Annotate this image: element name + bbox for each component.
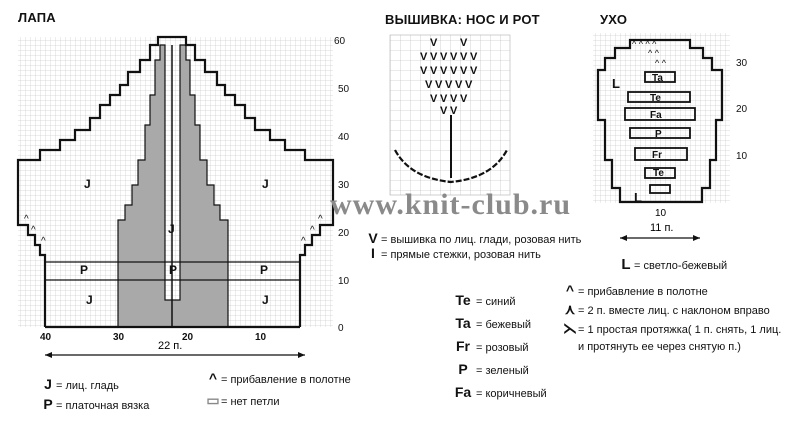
paw-x-tick: 40: [40, 332, 52, 343]
ear-corner-label: L: [634, 190, 642, 205]
svg-text:V: V: [430, 65, 438, 77]
svg-text:V: V: [455, 79, 463, 91]
svg-text:V: V: [465, 79, 473, 91]
paw-x-axis: [40, 332, 267, 343]
svg-text:10: 10: [736, 151, 748, 162]
svg-text:^: ^: [31, 225, 36, 236]
paw-label-p: P: [260, 263, 269, 277]
svg-text:V: V: [420, 65, 428, 77]
legend-item: ⋋= 1 простая протяжка( 1 п. снять, 1 лиц.: [563, 320, 782, 336]
ear-stripe-label: Te: [653, 168, 664, 179]
svg-text:^ ^: ^ ^: [648, 48, 659, 58]
paw-y-tick: 40: [338, 132, 350, 143]
paw-y-axis: [334, 36, 350, 334]
svg-text:V: V: [440, 93, 448, 105]
legend-item: ^ = прибавление в полотне: [565, 282, 708, 298]
ear-title: УХО: [600, 12, 628, 27]
ear-stripe-label: Ta: [652, 73, 663, 84]
paw-y-tick: 10: [338, 276, 350, 287]
ear-y-axis: [736, 58, 748, 162]
svg-text:^ ^ ^ ^: ^ ^ ^ ^: [632, 39, 657, 49]
svg-text:V: V: [470, 65, 478, 77]
legend-item: Te = синий: [455, 292, 516, 308]
svg-text:V: V: [460, 51, 468, 63]
paw-y-tick: 50: [338, 84, 350, 95]
svg-text:V: V: [430, 93, 438, 105]
ear-width-label: 11 п.: [650, 222, 674, 234]
paw-x-tick: 10: [255, 332, 267, 343]
ear-stripe-label: Fr: [652, 150, 662, 161]
svg-text:V: V: [430, 37, 438, 49]
svg-text:V: V: [450, 65, 458, 77]
svg-text:V: V: [430, 51, 438, 63]
svg-text:30: 30: [736, 58, 748, 69]
svg-text:V: V: [425, 79, 433, 91]
svg-text:V: V: [440, 65, 448, 77]
paw-x-tick: 20: [182, 332, 194, 343]
paw-label-p: P: [80, 263, 89, 277]
svg-text:V: V: [435, 79, 443, 91]
paw-y-tick: 0: [338, 323, 344, 334]
paw-label-j: J: [262, 293, 269, 307]
embroidery-legend: [365, 232, 581, 262]
svg-text:^: ^: [318, 214, 323, 225]
svg-text:V: V: [450, 93, 458, 105]
svg-text:V: V: [470, 51, 478, 63]
svg-text:20: 20: [736, 104, 748, 115]
ear-stripe-label: Te: [650, 93, 661, 104]
legend-item: Fr = розовый: [456, 338, 529, 354]
svg-text:^: ^: [310, 225, 315, 236]
paw-grid: [18, 37, 333, 327]
legend-item: V = вышивка по лиц. глади, розовая нить: [368, 230, 582, 246]
paw-y-tick: 20: [338, 228, 350, 239]
svg-text:V: V: [420, 51, 428, 63]
paw-label-p: P: [169, 263, 178, 277]
svg-text:V: V: [450, 105, 458, 117]
paw-y-tick: 30: [338, 180, 350, 191]
svg-text:V: V: [445, 79, 453, 91]
legend-item: ▭= нет петли: [206, 392, 280, 408]
symbol-legend: [205, 368, 351, 412]
color-legend: [450, 290, 547, 405]
legend-item: Ta = бежевый: [455, 315, 532, 331]
svg-text:V: V: [460, 37, 468, 49]
svg-text:V: V: [440, 51, 448, 63]
svg-text:V: V: [460, 93, 468, 105]
site-watermark: www.knit-club.ru: [330, 188, 572, 221]
svg-text:^: ^: [41, 236, 46, 247]
ear-color-legend: L = светло-бежевый: [621, 256, 728, 273]
legend-item: J = лиц. гладь: [44, 376, 119, 392]
paw-x-tick: 30: [113, 332, 125, 343]
paw-label-j: J: [84, 177, 91, 191]
legend-item: P = зеленый: [458, 361, 529, 377]
paw-title: ЛАПА: [18, 10, 56, 25]
legend-item: ^ = прибавление в полотне: [208, 370, 351, 386]
paw-y-tick: 60: [334, 36, 346, 47]
ear-stripe-label: Fa: [650, 110, 662, 121]
svg-text:^ ^: ^ ^: [655, 58, 666, 68]
svg-text:V: V: [460, 65, 468, 77]
ear-stripe-label: P: [655, 129, 662, 140]
svg-text:V: V: [450, 51, 458, 63]
embroidery-title: ВЫШИВКА: НОС И РОТ: [385, 12, 540, 27]
legend-item: I = прямые стежки, розовая нить: [371, 245, 541, 261]
ear-corner-label: L: [612, 76, 620, 91]
legend-item: P = платочная вязка: [43, 396, 150, 412]
paw-width-label: 22 п.: [158, 340, 183, 352]
paw-label-j: J: [86, 293, 93, 307]
technique-legend: [562, 282, 781, 356]
legend-item: и протянуть ее через снятую п.): [578, 341, 741, 353]
legend-item: ⋏ = 2 п. вместе лиц. с наклоном вправо: [564, 301, 770, 317]
svg-text:V: V: [440, 105, 448, 117]
stitch-legend: [40, 375, 149, 415]
svg-text:^: ^: [301, 236, 306, 247]
paw-label-j: J: [168, 222, 175, 236]
paw-label-j: J: [262, 177, 269, 191]
svg-text:^: ^: [24, 214, 29, 225]
legend-item: Fa = коричневый: [454, 384, 547, 400]
ear-x-tick: 10: [655, 208, 667, 219]
